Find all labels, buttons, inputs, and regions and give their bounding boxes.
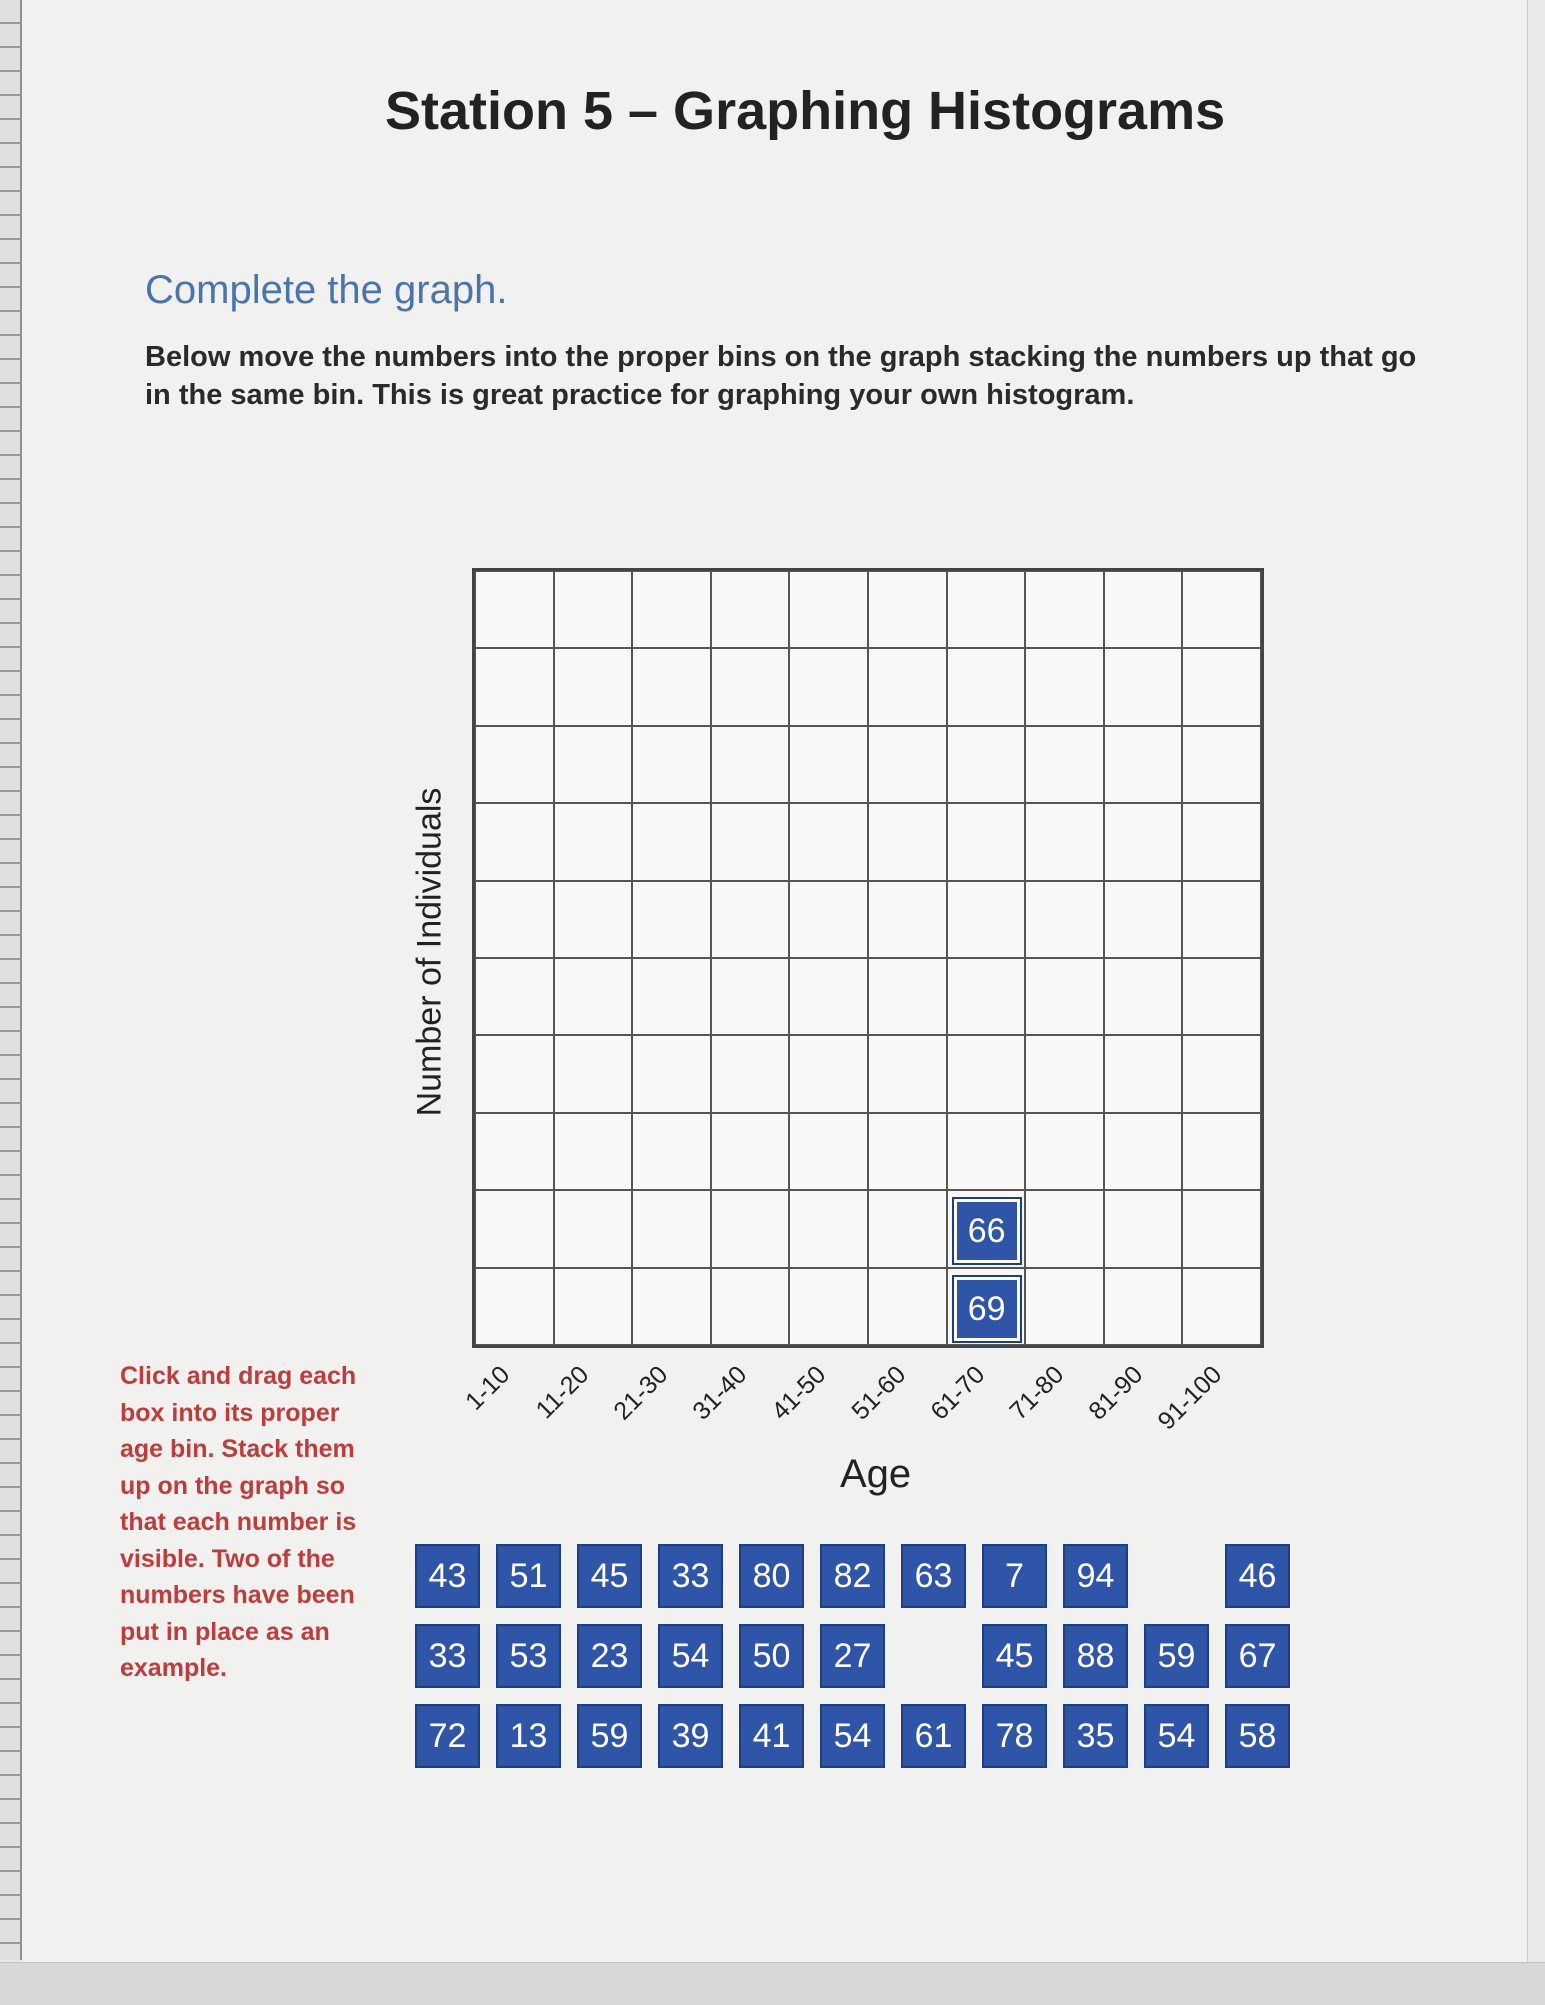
grid-cell[interactable]: [711, 881, 790, 958]
grid-cell[interactable]: [1182, 648, 1261, 725]
grid-cell[interactable]: [789, 1190, 868, 1267]
grid-cell[interactable]: [1025, 571, 1104, 648]
number-tile[interactable]: 82: [820, 1544, 885, 1608]
grid-cell[interactable]: [554, 803, 633, 880]
grid-cell[interactable]: [1025, 648, 1104, 725]
grid-cell[interactable]: [947, 881, 1026, 958]
side-note: Click and drag each box into its proper age bin. Stack them up on the graph so that each number is visible. Two of the numbers have been put in place as an example.: [120, 1362, 357, 1682]
number-tile[interactable]: 67: [1225, 1624, 1290, 1688]
grid-cell[interactable]: [475, 1190, 554, 1267]
grid-cell[interactable]: [475, 1035, 554, 1112]
grid-cell[interactable]: [1182, 571, 1261, 648]
grid-cell[interactable]: [1104, 1190, 1183, 1267]
grid-cell[interactable]: [947, 1113, 1026, 1190]
x-tick-label: 31-40: [687, 1360, 753, 1426]
placed-number-tile[interactable]: 69: [954, 1277, 1020, 1341]
grid-cell[interactable]: [632, 803, 711, 880]
grid-cell[interactable]: [868, 1113, 947, 1190]
number-tile[interactable]: 50: [739, 1624, 804, 1688]
grid-cell[interactable]: [711, 1190, 790, 1267]
x-tick-label: 51-60: [845, 1360, 911, 1426]
grid-cell[interactable]: [789, 726, 868, 803]
grid-cell[interactable]: [554, 958, 633, 1035]
grid-cell[interactable]: [947, 958, 1026, 1035]
number-tile[interactable]: 78: [982, 1704, 1047, 1768]
grid-cell[interactable]: [868, 1035, 947, 1112]
grid-cell[interactable]: [711, 958, 790, 1035]
grid-cell[interactable]: [711, 726, 790, 803]
grid-cell[interactable]: [789, 1268, 868, 1345]
x-tick-label: 91-100: [1152, 1360, 1228, 1436]
grid-cell[interactable]: [1182, 1035, 1261, 1112]
grid-cell[interactable]: [632, 1035, 711, 1112]
grid-cell[interactable]: [1025, 726, 1104, 803]
x-axis-label: Age: [840, 1452, 912, 1496]
x-tick-label: 11-20: [530, 1360, 595, 1425]
grid-cell[interactable]: [1182, 1190, 1261, 1267]
grid-cell[interactable]: [1104, 803, 1183, 880]
grid-cell[interactable]: [1025, 958, 1104, 1035]
number-tile[interactable]: 72: [415, 1704, 480, 1768]
grid-cell[interactable]: [475, 1113, 554, 1190]
grid-cell[interactable]: [475, 571, 554, 648]
number-tile[interactable]: 45: [982, 1624, 1047, 1688]
page-title: Station 5 – Graphing Histograms: [385, 81, 1226, 141]
grid-cell[interactable]: [789, 881, 868, 958]
number-tile[interactable]: 53: [496, 1624, 561, 1688]
number-tile[interactable]: 33: [658, 1544, 723, 1608]
x-tick-label: 41-50: [766, 1360, 832, 1426]
grid-cell[interactable]: [789, 648, 868, 725]
grid-cell[interactable]: [711, 1113, 790, 1190]
grid-cell[interactable]: [554, 726, 633, 803]
grid-cell[interactable]: [554, 1268, 633, 1345]
number-tile[interactable]: 43: [415, 1544, 480, 1608]
number-tile[interactable]: 45: [577, 1544, 642, 1608]
grid-cell[interactable]: [554, 1035, 633, 1112]
grid-cell[interactable]: [632, 1190, 711, 1267]
number-tile[interactable]: 39: [658, 1704, 723, 1768]
grid-cell[interactable]: [1025, 881, 1104, 958]
grid-cell[interactable]: [1025, 1190, 1104, 1267]
grid-cell[interactable]: [1104, 881, 1183, 958]
grid-cell[interactable]: [632, 1113, 711, 1190]
grid-cell[interactable]: [947, 571, 1026, 648]
grid-cell[interactable]: [1182, 803, 1261, 880]
number-tile[interactable]: 54: [658, 1624, 723, 1688]
grid-cell[interactable]: [789, 571, 868, 648]
grid-cell[interactable]: [868, 958, 947, 1035]
number-tile[interactable]: 23: [577, 1624, 642, 1688]
grid-cell[interactable]: [1104, 1268, 1183, 1345]
number-tile[interactable]: 80: [739, 1544, 804, 1608]
grid-cell[interactable]: [868, 881, 947, 958]
placed-number-tile[interactable]: 66: [954, 1199, 1020, 1263]
grid-cell[interactable]: [1025, 803, 1104, 880]
grid-cell[interactable]: [1104, 1113, 1183, 1190]
grid-cell[interactable]: [947, 648, 1026, 725]
number-tile[interactable]: 59: [1144, 1624, 1209, 1688]
number-tile[interactable]: 7: [982, 1544, 1047, 1608]
number-tile[interactable]: 63: [901, 1544, 966, 1608]
grid-cell[interactable]: [947, 1035, 1026, 1112]
grid-cell[interactable]: [947, 803, 1026, 880]
number-tile[interactable]: 54: [1144, 1704, 1209, 1768]
grid-cell[interactable]: [475, 958, 554, 1035]
grid-cell[interactable]: [632, 726, 711, 803]
number-tile[interactable]: 54: [820, 1704, 885, 1768]
section-subtitle: Complete the graph.: [145, 268, 508, 312]
grid-cell[interactable]: [475, 881, 554, 958]
grid-cell[interactable]: [475, 1268, 554, 1345]
x-tick-label: 21-30: [608, 1360, 674, 1426]
grid-cell[interactable]: [1104, 958, 1183, 1035]
grid-cell[interactable]: [632, 881, 711, 958]
grid-cell[interactable]: [1104, 1035, 1183, 1112]
grid-cell[interactable]: [475, 726, 554, 803]
x-tick-label: 1-10: [459, 1360, 515, 1416]
grid-cell[interactable]: [711, 803, 790, 880]
number-tile[interactable]: 51: [496, 1544, 561, 1608]
grid-cell[interactable]: [632, 571, 711, 648]
grid-cell[interactable]: [868, 1190, 947, 1267]
grid-cell[interactable]: [632, 1268, 711, 1345]
grid-cell[interactable]: [554, 1113, 633, 1190]
number-tile[interactable]: 46: [1225, 1544, 1290, 1608]
grid-cell[interactable]: [711, 648, 790, 725]
grid-cell[interactable]: [554, 1190, 633, 1267]
number-tile[interactable]: 33: [415, 1624, 480, 1688]
grid-cell[interactable]: [868, 1268, 947, 1345]
number-tile[interactable]: 59: [577, 1704, 642, 1768]
bottom-band: [0, 1962, 1545, 2005]
number-tile[interactable]: 58: [1225, 1704, 1290, 1768]
grid-cell[interactable]: [711, 1268, 790, 1345]
left-ruler: [0, 0, 22, 1960]
grid-cell[interactable]: [1182, 1268, 1261, 1345]
number-tile[interactable]: 13: [496, 1704, 561, 1768]
number-tile[interactable]: 94: [1063, 1544, 1128, 1608]
grid-cell[interactable]: [554, 648, 633, 725]
number-tile[interactable]: 61: [901, 1704, 966, 1768]
grid-cell[interactable]: [475, 803, 554, 880]
grid-cell[interactable]: [711, 571, 790, 648]
grid-cell[interactable]: [868, 648, 947, 725]
number-tile[interactable]: 27: [820, 1624, 885, 1688]
grid-cell[interactable]: [1025, 1268, 1104, 1345]
x-tick-label: 71-80: [1004, 1360, 1070, 1426]
x-tick-label: 81-90: [1083, 1360, 1149, 1426]
grid-cell[interactable]: [1182, 726, 1261, 803]
grid-cell[interactable]: [789, 1113, 868, 1190]
grid-cell[interactable]: [711, 1035, 790, 1112]
grid-cell[interactable]: [1104, 648, 1183, 725]
grid-cell[interactable]: [868, 571, 947, 648]
grid-cell[interactable]: [868, 803, 947, 880]
number-tile[interactable]: 88: [1063, 1624, 1128, 1688]
grid-cell[interactable]: [475, 648, 554, 725]
grid-cell[interactable]: [1182, 881, 1261, 958]
grid-cell[interactable]: [554, 571, 633, 648]
grid-cell[interactable]: [1182, 1113, 1261, 1190]
grid-cell[interactable]: [1025, 1035, 1104, 1112]
number-tile[interactable]: 35: [1063, 1704, 1128, 1768]
grid-cell[interactable]: [789, 803, 868, 880]
grid-cell[interactable]: [632, 648, 711, 725]
number-tile[interactable]: 41: [739, 1704, 804, 1768]
y-axis-label: Number of Individuals: [410, 787, 449, 1117]
grid-cell[interactable]: [868, 726, 947, 803]
grid-cell[interactable]: [789, 958, 868, 1035]
grid-cell[interactable]: [632, 958, 711, 1035]
grid-cell[interactable]: [1104, 571, 1183, 648]
grid-cell[interactable]: [1025, 1113, 1104, 1190]
grid-cell[interactable]: [1182, 958, 1261, 1035]
grid-cell[interactable]: [554, 881, 633, 958]
grid-cell[interactable]: [1104, 726, 1183, 803]
grid-cell[interactable]: [947, 726, 1026, 803]
histogram-grid[interactable]: [472, 568, 1264, 1348]
instructions-text: Below move the numbers into the proper bins on the graph stacking the numbers up that go in the same bin. This is great practice for graphing your own histogram.: [145, 341, 1417, 411]
grid-cell[interactable]: [789, 1035, 868, 1112]
x-tick-label: 61-70: [925, 1360, 991, 1426]
